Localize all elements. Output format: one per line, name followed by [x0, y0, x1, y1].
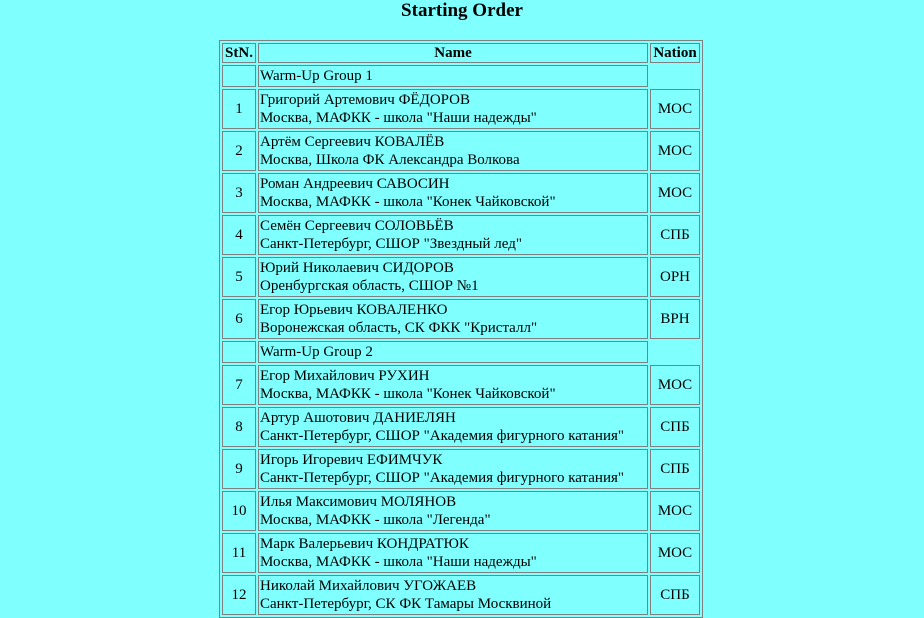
table-body: [222, 65, 700, 615]
group-nation-cell: [650, 65, 700, 87]
athlete-cell: [258, 491, 648, 531]
athlete-club: Оренбургская область, СШОР №1: [260, 278, 479, 294]
athlete-cell: [258, 533, 648, 573]
table-row: [222, 575, 700, 615]
athlete-club: Санкт-Петербург, СШОР "Звездный лед": [260, 236, 522, 252]
athlete-club: Москва, МАФКК - школа "Наши надежды": [260, 554, 537, 570]
athlete-name: Игорь Игоревич ЕФИМЧУК: [260, 452, 443, 468]
table-row: [222, 215, 700, 255]
athlete-club: Москва, МАФКК - школа "Конек Чайковской": [260, 386, 556, 402]
athlete-nation: МОС: [650, 533, 700, 573]
warmup-group-label: Warm-Up Group 2: [258, 341, 648, 363]
athlete-name: Артём Сергеевич КОВАЛЁВ: [260, 134, 445, 150]
warmup-group-label: Warm-Up Group 1: [258, 65, 648, 87]
athlete-name: Марк Валерьевич КОНДРАТЮК: [260, 536, 469, 552]
header-name: Name: [258, 43, 648, 63]
athlete-club: Москва, Школа ФК Александра Волкова: [260, 152, 520, 168]
athlete-name: Николай Михайлович УГОЖАЕВ: [260, 578, 477, 594]
table-row: [222, 89, 700, 129]
athlete-name: Роман Андреевич САВОСИН: [260, 176, 450, 192]
start-number: 5: [222, 257, 256, 297]
start-number: 12: [222, 575, 256, 615]
athlete-nation: СПБ: [650, 449, 700, 489]
table-row: [222, 173, 700, 213]
athlete-cell: [258, 299, 648, 339]
athlete-name: Егор Юрьевич КОВАЛЕНКО: [260, 302, 448, 318]
athlete-cell: [258, 257, 648, 297]
table-row: [222, 449, 700, 489]
start-number: 11: [222, 533, 256, 573]
warmup-group-row: [222, 65, 700, 87]
athlete-club: Санкт-Петербург, СК ФК Тамары Москвиной: [260, 596, 552, 612]
start-number: 3: [222, 173, 256, 213]
athlete-name: Илья Максимович МОЛЯНОВ: [260, 494, 457, 510]
athlete-club: Санкт-Петербург, СШОР "Академия фигурного катания": [260, 428, 625, 444]
athlete-cell: [258, 407, 648, 447]
group-nation-cell: [650, 341, 700, 363]
athlete-cell: [258, 575, 648, 615]
athlete-name: Григорий Артемович ФЁДОРОВ: [260, 92, 471, 108]
start-number: 6: [222, 299, 256, 339]
athlete-nation: МОС: [650, 491, 700, 531]
athlete-name: Юрий Николаевич СИДОРОВ: [260, 260, 454, 276]
athlete-club: Воронежская область, СК ФКК "Кристалл": [260, 320, 538, 336]
start-number: 2: [222, 131, 256, 171]
table-row: [222, 407, 700, 447]
start-number: 1: [222, 89, 256, 129]
athlete-club: Санкт-Петербург, СШОР "Академия фигурного катания": [260, 470, 625, 486]
header-nation: Nation: [650, 43, 700, 63]
athlete-nation: ВРН: [650, 299, 700, 339]
athlete-cell: [258, 131, 648, 171]
athlete-club: Москва, МАФКК - школа "Легенда": [260, 512, 491, 528]
athlete-club: Москва, МАФКК - школа "Наши надежды": [260, 110, 537, 126]
athlete-name: Семён Сергеевич СОЛОВЬЁВ: [260, 218, 454, 234]
start-number: 7: [222, 365, 256, 405]
athlete-nation: СПБ: [650, 407, 700, 447]
athlete-cell: [258, 215, 648, 255]
athlete-club: Москва, МАФКК - школа "Конек Чайковской": [260, 194, 556, 210]
table-row: [222, 533, 700, 573]
athlete-name: Егор Михайлович РУХИН: [260, 368, 430, 384]
table-row: [222, 299, 700, 339]
start-number: 10: [222, 491, 256, 531]
table-row: [222, 131, 700, 171]
page-title: Starting Order: [401, 0, 523, 21]
athlete-nation: МОС: [650, 365, 700, 405]
group-stn-cell: [222, 65, 256, 87]
warmup-group-row: [222, 341, 700, 363]
start-number: 4: [222, 215, 256, 255]
athlete-nation: МОС: [650, 89, 700, 129]
athlete-nation: СПБ: [650, 575, 700, 615]
athlete-cell: [258, 173, 648, 213]
athlete-nation: ОРН: [650, 257, 700, 297]
start-number: 8: [222, 407, 256, 447]
athlete-nation: СПБ: [650, 215, 700, 255]
header-stn: StN.: [222, 43, 256, 63]
athlete-nation: МОС: [650, 173, 700, 213]
athlete-cell: [258, 89, 648, 129]
table-row: [222, 365, 700, 405]
table-row: [222, 491, 700, 531]
athlete-cell: [258, 449, 648, 489]
athlete-cell: [258, 365, 648, 405]
table-row: [222, 257, 700, 297]
group-stn-cell: [222, 341, 256, 363]
athlete-nation: МОС: [650, 131, 700, 171]
start-number: 9: [222, 449, 256, 489]
table-header-row: [222, 43, 700, 63]
athlete-name: Артур Ашотович ДАНИЕЛЯН: [260, 410, 456, 426]
starting-order-table: [219, 40, 703, 618]
